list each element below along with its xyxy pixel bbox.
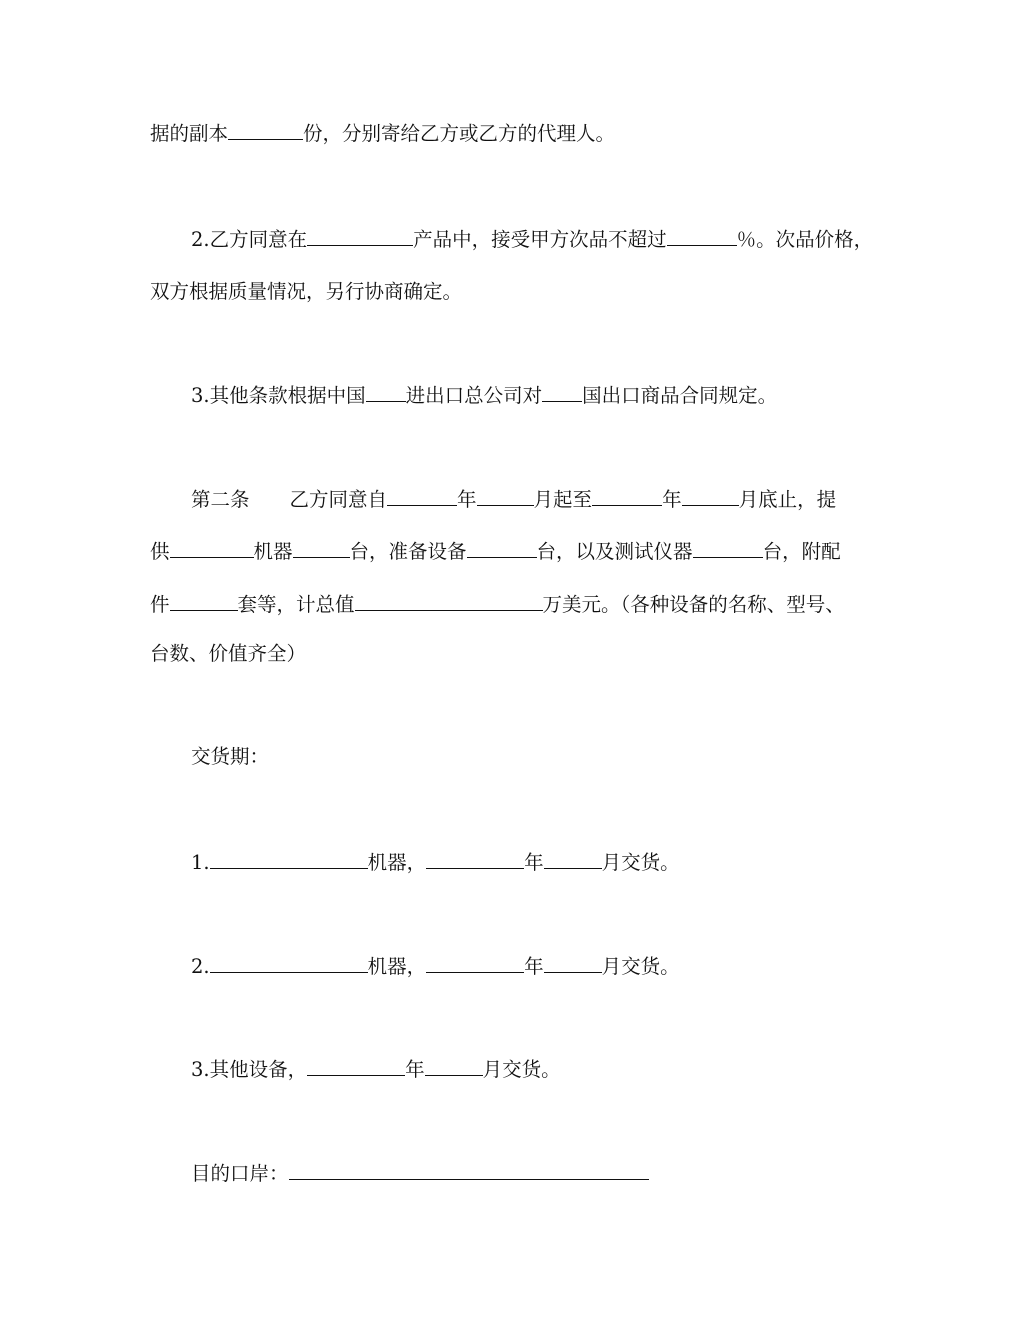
text-segment: 份，分别寄给乙方或乙方的代理人。 xyxy=(303,122,616,145)
paragraph-line xyxy=(150,642,306,666)
text-segment: 乙方同意自 xyxy=(289,488,388,511)
paragraph-line xyxy=(191,849,680,875)
fill-blank xyxy=(682,486,739,506)
text-segment: 万美元。（各种设备的名称、型号、 xyxy=(542,593,845,616)
text-segment: 月交货。 xyxy=(601,955,680,978)
text-segment: 月底止，提 xyxy=(738,488,837,511)
fill-blank xyxy=(307,226,413,246)
text-segment: 供 xyxy=(150,540,170,563)
fill-blank xyxy=(426,953,524,973)
fill-blank xyxy=(355,591,543,611)
fill-blank xyxy=(366,382,406,402)
paragraph-line xyxy=(191,745,269,769)
paragraph-line xyxy=(191,486,836,512)
text-segment: 年 xyxy=(524,851,544,874)
text-segment: 台，准备设备 xyxy=(349,540,467,563)
paragraph-line xyxy=(191,1160,649,1186)
paragraph-line xyxy=(191,226,873,252)
text-segment: 据的副本 xyxy=(150,122,229,145)
text-segment: 月交货。 xyxy=(482,1058,561,1081)
text-segment: 2.乙方同意在 xyxy=(191,228,308,251)
paragraph-line xyxy=(191,953,680,979)
paragraph-line xyxy=(150,120,615,146)
fill-blank xyxy=(467,538,537,558)
text-segment: 月起至 xyxy=(533,488,593,511)
paragraph-line xyxy=(191,382,777,408)
fill-blank xyxy=(293,538,350,558)
text-segment: 3.其他条款根据中国 xyxy=(191,384,366,407)
fill-blank xyxy=(693,538,763,558)
text-segment: 2. xyxy=(191,955,210,978)
text-segment: 机器， xyxy=(367,955,427,978)
text-segment: 台数、价值齐全） xyxy=(150,642,307,665)
text-segment: 机器， xyxy=(367,851,427,874)
text-segment: 目的口岸： xyxy=(191,1162,289,1185)
fill-blank xyxy=(228,120,303,140)
fill-blank xyxy=(170,538,254,558)
text-segment: 1. xyxy=(191,851,210,874)
text-segment: 台，以及测试仪器 xyxy=(536,540,693,563)
text-segment: 月交货。 xyxy=(601,851,680,874)
section-heading: 交货期： xyxy=(191,745,270,768)
text-segment: 台，附配 xyxy=(762,540,841,563)
article-heading: 第二条 xyxy=(191,488,250,511)
fill-blank xyxy=(544,849,602,869)
fill-blank xyxy=(477,486,534,506)
text-segment: 件 xyxy=(150,593,170,616)
paragraph-line xyxy=(150,538,841,564)
fill-blank xyxy=(210,849,368,869)
text-segment: 年 xyxy=(524,955,544,978)
text-segment: 套等，计总值 xyxy=(237,593,355,616)
fill-blank xyxy=(307,1056,405,1076)
text-segment: ％。次品价格， xyxy=(736,228,874,251)
paragraph-line xyxy=(191,1056,561,1082)
fill-blank xyxy=(289,1160,649,1180)
paragraph-line xyxy=(150,591,845,617)
fill-blank xyxy=(667,226,737,246)
text-segment: 3.其他设备， xyxy=(191,1058,308,1081)
fill-blank xyxy=(592,486,662,506)
text-segment: 产品中，接受甲方次品不超过 xyxy=(413,228,667,251)
fill-blank xyxy=(425,1056,483,1076)
paragraph-line xyxy=(150,280,462,304)
fill-blank xyxy=(426,849,524,869)
text-segment: 年 xyxy=(405,1058,425,1081)
text-segment: 年 xyxy=(457,488,477,511)
fill-blank xyxy=(387,486,457,506)
text-segment: 年 xyxy=(662,488,682,511)
fill-blank xyxy=(170,591,238,611)
fill-blank xyxy=(210,953,368,973)
text-segment: 国出口商品合同规定。 xyxy=(582,384,778,407)
fill-blank xyxy=(544,953,602,973)
text-segment: 机器 xyxy=(253,540,293,563)
fill-blank xyxy=(542,382,582,402)
text-segment: 进出口总公司对 xyxy=(405,384,543,407)
text-segment: 双方根据质量情况，另行协商确定。 xyxy=(150,280,463,303)
